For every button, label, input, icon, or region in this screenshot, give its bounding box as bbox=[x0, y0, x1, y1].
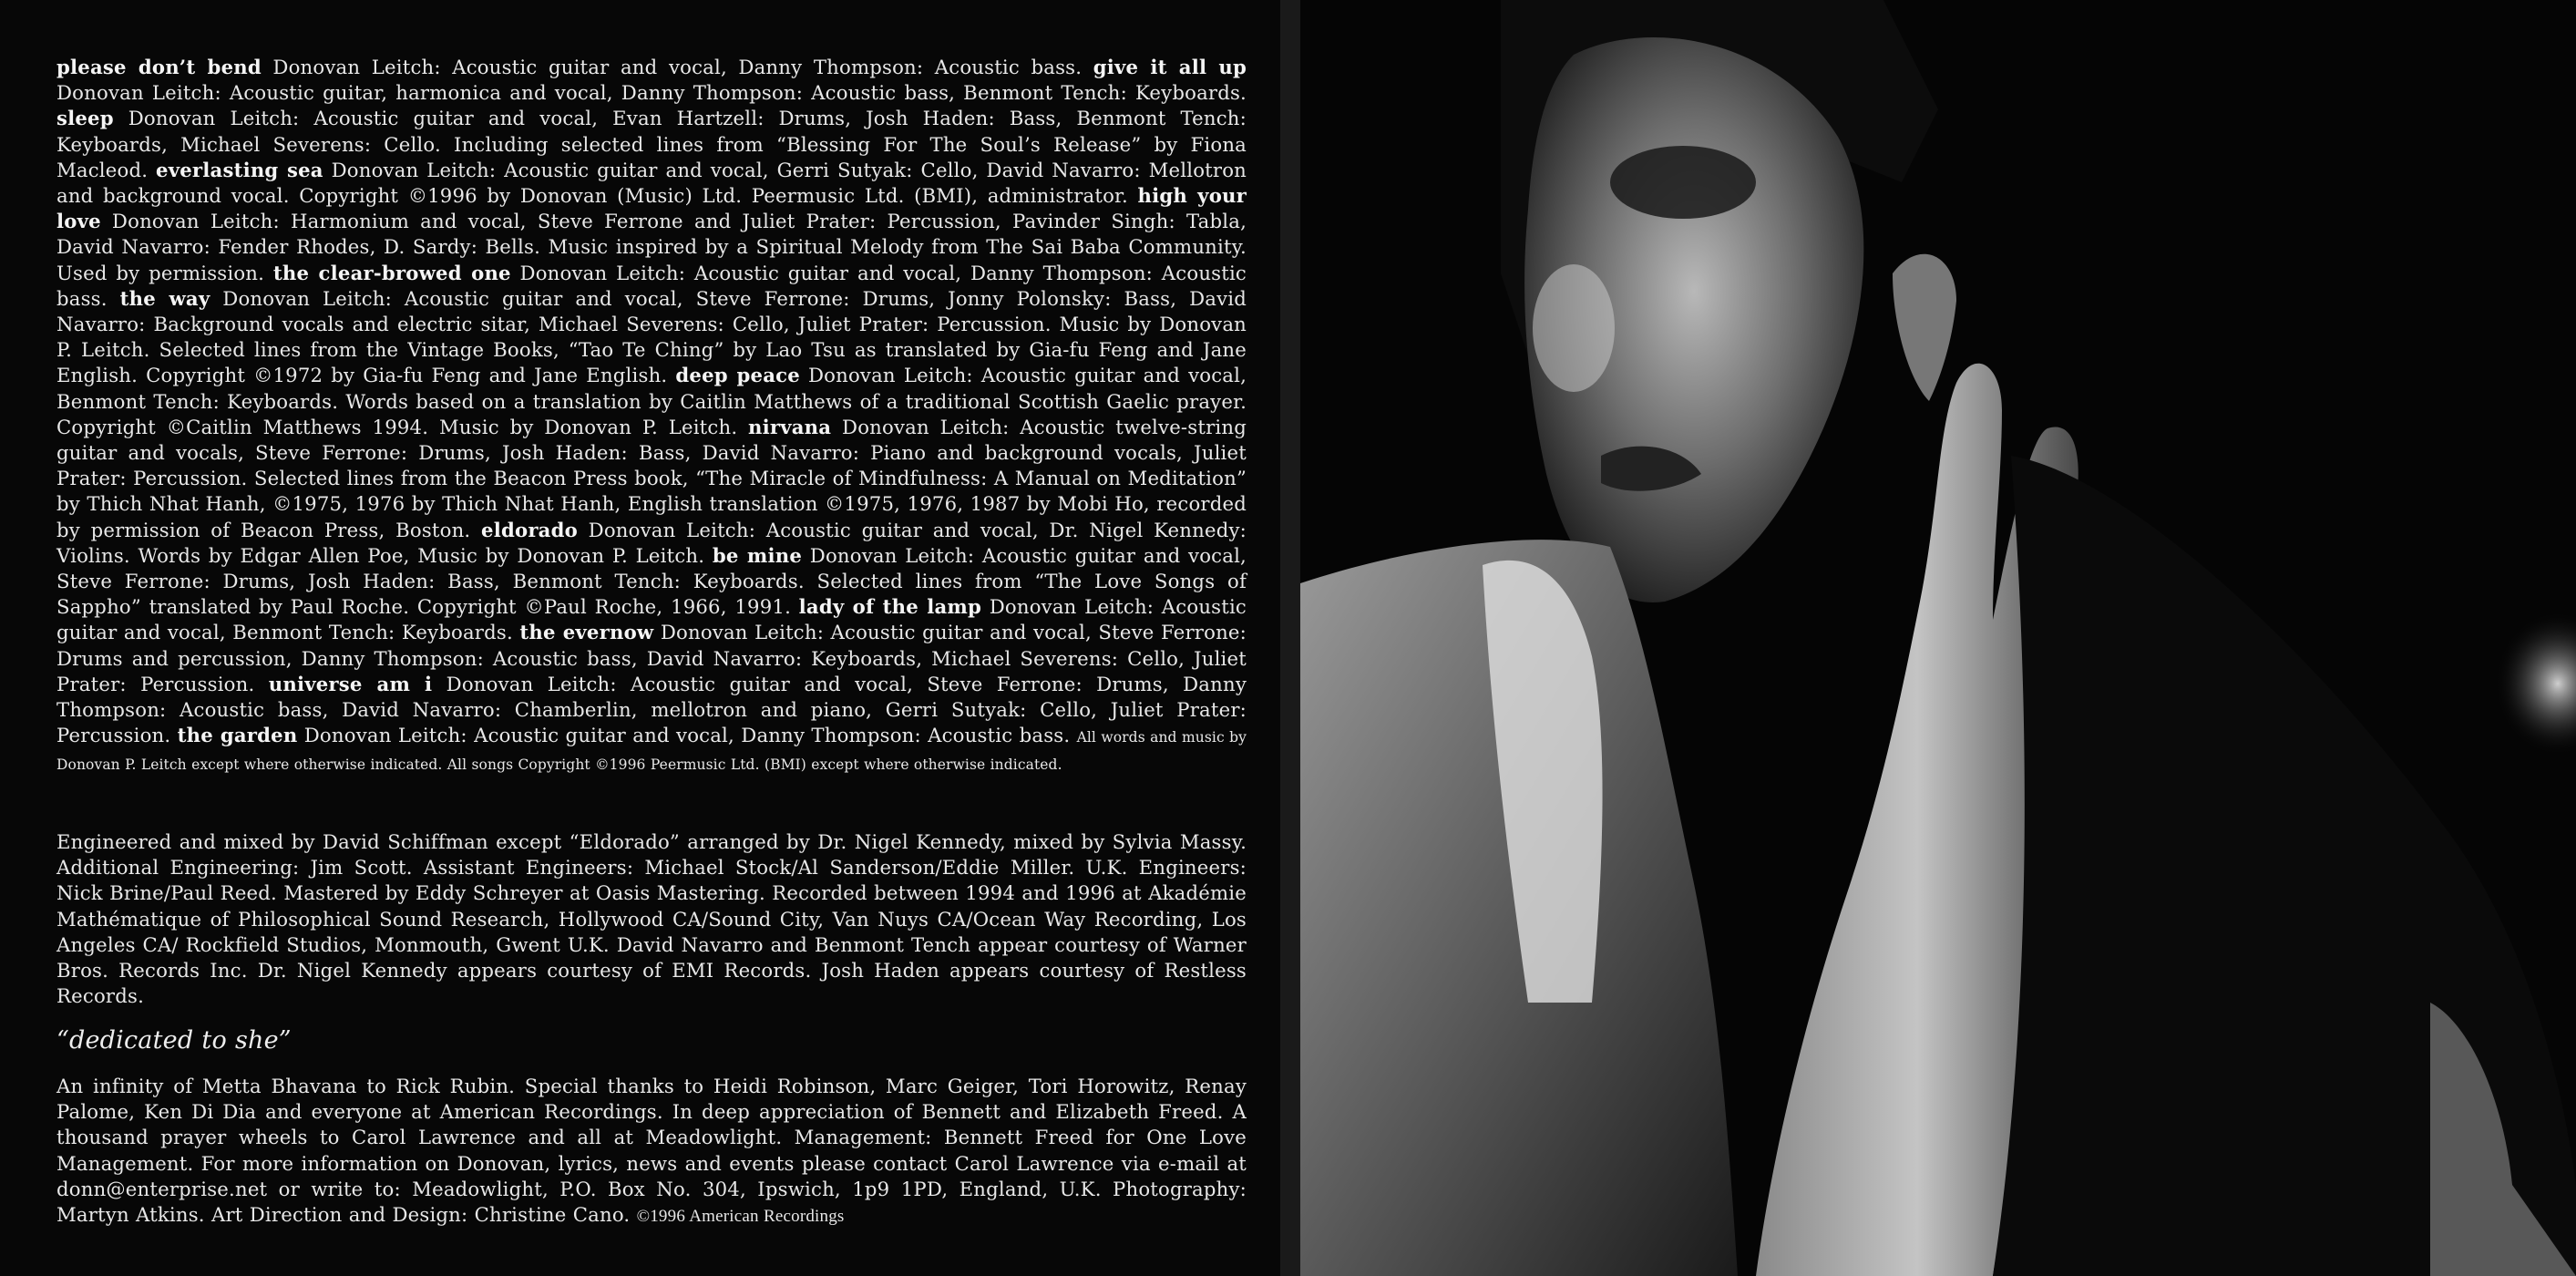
engineering-credits: Engineered and mixed by David Schiffman except “Eldorado” arranged by Dr. Nigel Kennedy, mixed by Sylvia Massy. Additional Engineering: Jim Scott. Assistant Engineers: Michael Stock/Al Sanderson/Eddie Miller. U.K. Engineers: Nick Brine/Paul Reed. Mastered by Eddy Schreyer at Oasis Mastering. Recorded between 1994 and 1996 at Akadémie Mathématique of Philosophical Sound Research, Hollywood CA/Sound City, Van Nuys CA/Ocean Way Recording, Los Angeles CA/ Rockfield Studios, Monmouth, Gwent U.K. David Navarro and Benmont Tench appear courtesy of Warner Bros. Records Inc. Dr. Nigel Kennedy appears courtesy of EMI Records. Josh Haden appears courtesy of Restless Records. bbox=[56, 830, 1247, 1008]
copyright-text: ©1996 American Recordings bbox=[636, 1207, 845, 1227]
track-personnel: Donovan Leitch: Acoustic guitar and vocal, Benmont Tench: Keyboards. bbox=[56, 595, 1247, 644]
eye-shadow bbox=[1610, 146, 1756, 219]
track-title: lady of the lamp bbox=[798, 595, 982, 619]
track-personnel: Donovan Leitch: Acoustic guitar and vocal, Dr. Nigel Kennedy: Violins. Words by Edgar Allen Poe, Music by Donovan P. Leitch. bbox=[56, 518, 1247, 567]
track-personnel: Donovan Leitch: Acoustic guitar and vocal, Benmont Tench: Keyboards. Words based on a translation by Caitlin Matthews of a traditional Scottish Gaelic prayer. Copyright ©Caitlin Matthews 1994. Music by Donovan P. Leitch. bbox=[56, 364, 1247, 438]
track-title: eldorado bbox=[481, 518, 578, 541]
track-personnel: Donovan Leitch: Acoustic twelve-string guitar and vocals, Steve Ferrone: Drums, Josh Haden: Bass, David Navarro: Piano and background vocals, Juliet Prater: Percussion. Selected lines from the Beacon Press book, “The Miracle of Mindfulness: A Manual on Meditation” by Thich Nhat Hanh, ©1975, 1976 by Thich Nhat Hanh, English translation ©1975, 1976, 1987 by Mobi Ho, recorded by permission of Beacon Press, Boston. bbox=[56, 415, 1247, 541]
track-personnel: Donovan Leitch: Acoustic guitar and vocal, Steve Ferrone: Drums and percussion, Danny Thompson: Acoustic bass, David Navarro: Keyboards, Michael Severens: Cello, Juliet Prater: Percussion. bbox=[56, 621, 1247, 695]
thanks-credits bbox=[56, 1074, 1247, 1230]
track-personnel: Donovan Leitch: Acoustic guitar and vocal, Gerri Sutyak: Cello, David Navarro: Mellotron and background vocal. Copyright ©1996 by Donovan (Music) Ltd. Peermusic Ltd. (BMI), administrator. bbox=[56, 158, 1247, 208]
track-personnel: Donovan Leitch: Acoustic guitar and vocal, Evan Hartzell: Drums, Josh Haden: Bass, Benmont Tench: Keyboards, Michael Severens: Cello. Including selected lines from “Blessing For The Soul’s Release” by Fiona Macleod. bbox=[56, 107, 1247, 181]
track-title: everlasting sea bbox=[156, 158, 323, 181]
track-personnel: Donovan Leitch: Acoustic guitar and vocal, Danny Thompson: Acoustic bass. bbox=[297, 724, 1077, 747]
cheek-highlight bbox=[1533, 264, 1615, 392]
track-title: the clear-browed one bbox=[272, 261, 511, 284]
track-title: nirvana bbox=[748, 415, 832, 438]
track-credits bbox=[56, 55, 1247, 778]
booklet-spine bbox=[1280, 0, 1300, 1276]
track-personnel: Donovan Leitch: Acoustic guitar and vocal, Steve Ferrone: Drums, Josh Haden: Bass, Benmont Tench: Keyboards. Selected lines from “The Love Songs of Sappho” translated by Paul Roche. Copyright ©Paul Roche, 1966, 1991. bbox=[56, 543, 1247, 619]
track-personnel: Donovan Leitch: Harmonium and vocal, Steve Ferrone and Juliet Prater: Percussion, Pavinder Singh: Tabla, David Navarro: Fender Rhodes, D. Sardy: Bells. Music inspired by a Spiritual Melody from The Sai Baba Community. Used by permission. bbox=[56, 210, 1247, 284]
track-title: be mine bbox=[712, 543, 803, 567]
copyright-note: All words and music by Donovan P. Leitch except where otherwise indicated. All songs Copyright ©1996 Peermusic Ltd. (BMI) except where otherwise indicated. bbox=[56, 729, 1247, 774]
dedication: “dedicated to she” bbox=[56, 1026, 292, 1055]
track-title: the evernow bbox=[519, 621, 654, 644]
track-title: please don’t bend bbox=[56, 56, 262, 78]
photo-panel bbox=[1300, 0, 2576, 1276]
track-personnel: Donovan Leitch: Acoustic guitar and vocal, Steve Ferrone: Drums, Danny Thompson: Acoustic bass, David Navarro: Chamberlin, mellotron and piano, Gerri Sutyak: Cello, Juliet Prater: Percussion. bbox=[56, 672, 1247, 747]
thanks-text: An infinity of Metta Bhavana to Rick Rubin. Special thanks to Heidi Robinson, Marc Geiger, Tori Horowitz, Renay Palome, Ken Di Dia and everyone at American Recordings. In deep appreciation of Bennett and Elizabeth Freed. A thousand prayer wheels to Carol Lawrence and all at Meadowlight. Management: Bennett Freed for One Love Management. For more information on Donovan, lyrics, news and events please contact Carol Lawrence via e-mail at donn@enterprise.net or write to: Meadowlight, P.O. Box No. 304, Ipswich, 1p9 1PD, England, U.K. Photography: Martyn Atkins. Art Direction and Design: Christine Cano. bbox=[56, 1075, 1247, 1227]
track-personnel: Donovan Leitch: Acoustic guitar and vocal, Danny Thompson: Acoustic bass. bbox=[261, 56, 1093, 78]
track-personnel: Donovan Leitch: Acoustic guitar and vocal, Steve Ferrone: Drums, Jonny Polonsky: Bass, David Navarro: Background vocals and electric sitar, Michael Severens: Cello, Juliet Prater: Percussion. Music by Donovan P. Leitch. Selected lines from the Vintage Books, “Tao Te Ching” by Lao Tsu as translated by Gia-fu Feng and Jane English. Copyright ©1972 by Gia-fu Feng and Jane English. bbox=[56, 286, 1247, 387]
track-title: universe am i bbox=[268, 672, 433, 695]
track-personnel: Donovan Leitch: Acoustic guitar, harmonica and vocal, Danny Thompson: Acoustic bass, Benmont Tench: Keyboards. bbox=[56, 81, 1247, 105]
track-title: the garden bbox=[177, 724, 298, 747]
portrait-photo bbox=[1300, 0, 2576, 1276]
track-title: sleep bbox=[56, 107, 114, 130]
track-title: high your love bbox=[56, 184, 1247, 233]
credits-panel bbox=[0, 0, 1280, 1276]
track-title: deep peace bbox=[675, 364, 800, 387]
track-title: the way bbox=[119, 286, 210, 310]
track-title: give it all up bbox=[1093, 56, 1247, 78]
track-personnel: Donovan Leitch: Acoustic guitar and vocal, Danny Thompson: Acoustic bass. bbox=[56, 261, 1247, 310]
